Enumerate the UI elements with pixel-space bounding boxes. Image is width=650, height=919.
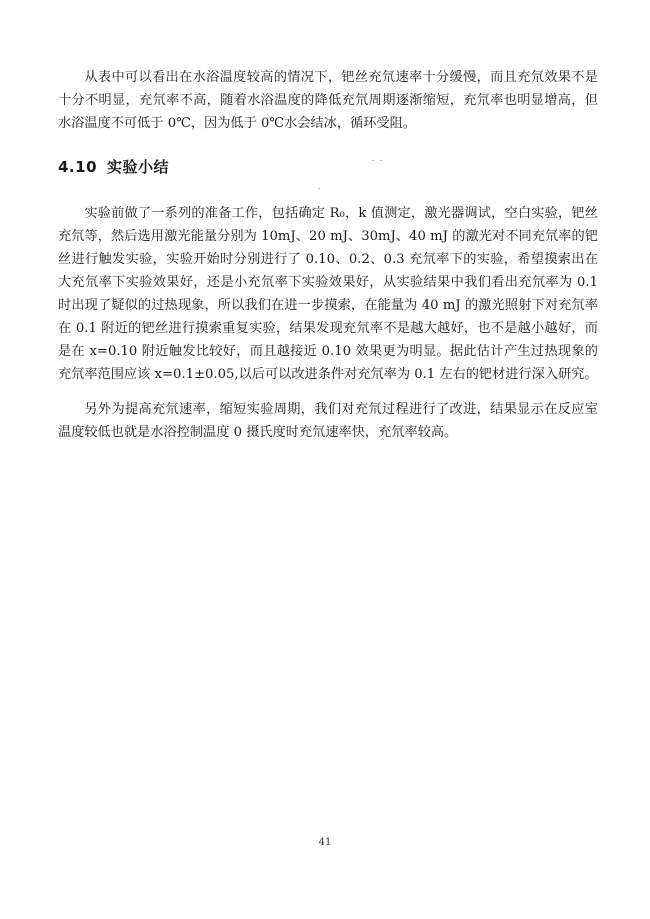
scan-artifact: [372, 160, 374, 161]
section-title: 实验小结: [107, 158, 170, 176]
paragraph-water-bath-observation: 从表中可以看出在水浴温度较高的情况下，钯丝充氘速率十分缓慢，而且充氘效果不是十分不明显，充氘率不高，随着水浴温度的降低充氘周期逐渐缩短，充氘率也明显增高，但水浴温度不可低于 0℃，因为低于 0℃水会结冰，循环受阻。: [58, 70, 598, 131]
paragraph-process-improvement: 另外为提高充氘速率，缩短实验周期，我们对充氘过程进行了改进，结果显示在反应室温度较低也就是水浴控制温度 0 摄氏度时充氘速率快，充氘率较高。: [58, 402, 598, 440]
scan-artifact: [380, 160, 382, 161]
paragraph-experiment-summary: 实验前做了一系列的准备工作，包括确定 R₀，k 值测定，激光器调试，空白实验，钯丝充氘等，然后选用激光能量分别为 10mJ、20 mJ、30mJ、40 mJ 的激光对不同充氘率的钯丝进行触发实验，实验开始时分别进行了 0.10、0.2、0.3 充氘率下的实验，希望摸索出在大充氘率下实验效果好，还是小充氘率下实验效果好，从实验结果中我们看出充氘率为 0.1 时出现了疑似的过热现象，所以我们在进一步摸索，在能量为 40 mJ 的激光照射下对充氘率在 0.1 附近的钯丝进行摸索重复实验，结果发现充氘率不是越大越好，也不是越小越好，而是在 x=0.10 附近触发比较好，而且越接近 0.10 效果更为明显。据此估计产生过热现象的充氘率范围应该 x=0.1±0.05,以后可以改进条件对充氘率为 0.1 左右的钯材进行深入研究。: [58, 206, 598, 382]
scan-artifact: [318, 188, 320, 189]
page-number: 41: [318, 837, 332, 848]
section-heading: [58, 156, 169, 177]
section-number: 4.10: [58, 158, 98, 176]
